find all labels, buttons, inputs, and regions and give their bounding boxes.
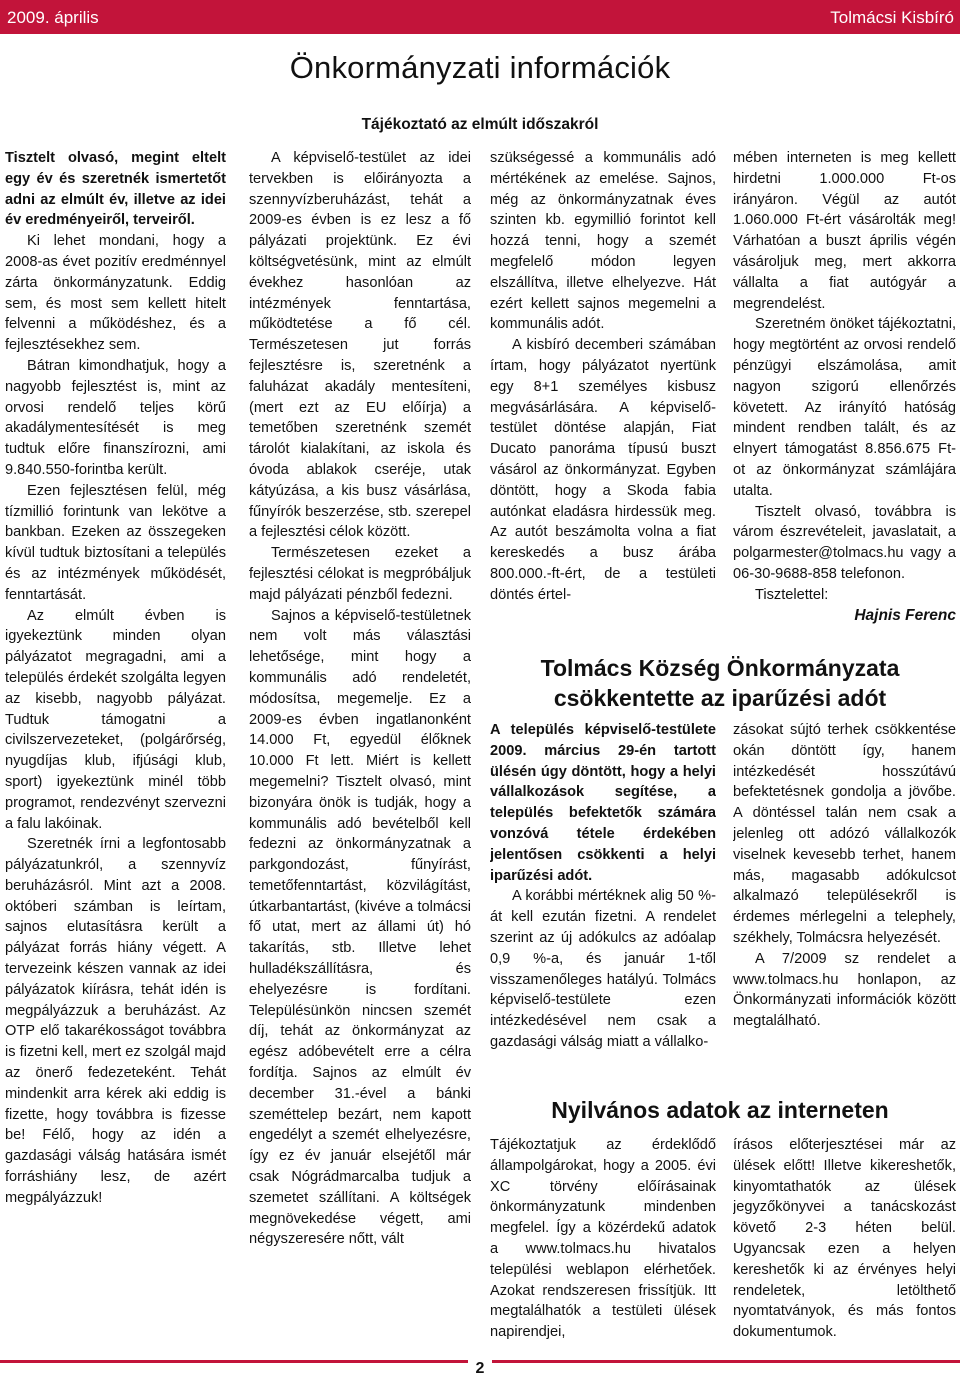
greeting: Tisztelettel:: [755, 586, 829, 603]
article3-title: Nyilvános adatok az interneten: [551, 1097, 889, 1123]
article1-column-4: [733, 148, 956, 638]
article1-column-3: [490, 148, 716, 638]
paragraph: Szeretném önöket tájékoztatni, hogy megtörtént az orvosi rendelő pénzügyi elszámolása, amit nagyon szigorú ellenőrzés követett. Az irányító hatóság mindent rendben talált, és az elnyert támogatást 8.856.675 Ft-ot az önkormányzat számlájára utalta.: [733, 316, 956, 499]
paragraph: Természetesen ezeket a fejlesztési célokat is megpróbáljuk majd pályázati pénzből fedezni.: [249, 545, 471, 603]
issue-date: 2009. április: [7, 8, 99, 27]
footer-rule-right: [492, 1360, 960, 1363]
article-subtitle: Tájékoztató az elmúlt időszakról: [361, 116, 599, 133]
paragraph: A képviselő-testület az idei tervekben is előirányozta a szennyvízberuházást, tehát a 2009-es évben is ez lesz a fő pályázati projektünk. Ez évi költségvetésünk, mint az elmúlt évekhez hasonlóan az intézmények fenntartása, működtetése a fő cél. Természetesen jut forrás fejlesztésre is, szeretnénk a faluházat akadály mentesíteni, (mert ezt az EU előírja) a temetőben szeretnénk szemét tárolót kialakítani, az iskola és óvoda ablakok cseréje, utak kátyúzása, a kis busz vásárlása, fűnyírók beszerzése, stb. szerepel a fejlesztési célok között.: [249, 150, 471, 541]
article2-column-1: [490, 720, 716, 1080]
paragraph: Sajnos a képviselő-testületnek nem volt más választási lehetősége, mint hogy a kommunális adó rendeletét, módosítsa, megemelje. Ez a 2009-es évben ingatlanonként 14.000 Ft, egyedül élőknek 10.000 Ft lett. Miért is kellett megemelni? Tisztelt olvasó, mint bizonyára önök is tudják, hogy a kommunális adó bevételből kell fedezni az önkormányzatnak a parkgondozást, fűnyírást, temetőfenntartást, közvilágítást, útkarbantartást, (kivéve a tolmácsi fő utat, mert az állami út) hó takarítás, stb. Illetve lehet hulladékszállításra, és ehelyezésre is fordítani. Településünkön nincsen szemét díj, tehát az önkormányzat az egész adóbevételt erre a célra fordítja. Sajnos az elmúlt év december 31.-ével a bánki szeméttelep bezárt, nem kapott engedélyt a szemét elhelyezésre, így ez év január elsejétől már csak Nógrádmarcalba tudjuk a szemetet szállítani. A költségek megnövekedése végett, ami négyszeresére nőtt, vált: [249, 607, 471, 1248]
page-title: Önkormányzati információk: [289, 50, 671, 85]
paragraph: Tisztelt olvasó, megint eltelt egy év és szeretnék ismertetőt adni az elmúlt év, illetve az idei év eredményeiről, terveiről.: [5, 150, 226, 229]
article3-column-1: [490, 1135, 716, 1355]
article2-column-2: [733, 720, 956, 1080]
paragraph: Szeretnék írni a legfontosabb pályázatunkról, a szennyvíz beruházásról. Mint azt a 2008. októberi számban is leírtam, sajnos elutasításra került a pályázat forrás hiány végett. A tervezeink készen vannak az idei pályázatok kiírásra, tehát idén is megpályázzuk a beruházást. Az OTP elő takarékosságot továbbra is fizetni kell, mert ez szolgál majd az önerő fedezeteként. Tehát mindenkit arra kérek aki eddig is fizette, hogy továbbra is fizesse be! Félő, hogy az idén a gazdasági válság hatására ismét forráshiány lesz, de azért megpályázzuk!: [5, 836, 226, 1206]
paragraph: Bátran kimondhatjuk, hogy a nagyobb fejlesztést is, mint az orvosi rendelő teljes körű akadálymentesítését is meg tudtuk előre finanszírozni, ami 9.840.550-forintba került.: [5, 357, 226, 478]
article1-column-1: [5, 148, 226, 1350]
paragraph: Az elmúlt évben is igyekeztünk minden olyan pályázatot megragadni, ami a település érdekét szolgálta legyen az kisebb, nagyobb pályázat. Tudtuk támogatni a civilszervezeteket, (polgárőrség, nyugdíjas klub, ifjúsági klub, sport) igyekeztünk minél több programot, rendezvényt szervezni a falu lakóinak.: [5, 607, 226, 832]
article2-title: Tolmács Község Önkormányzata csökkentette az iparűzési adót: [540, 655, 900, 711]
paragraph: mében interneten is meg kellett hirdetni 1.000.000 Ft-os irányáron. Végül az autót 1.060.000 Ft-ért vásárolták meg! Várhatóan a buszt április végén vásároljuk meg, mert akkorra vállalta a fiat autógyár a megrendelést.: [733, 150, 956, 312]
paragraph: A korábbi mértéknek alig 50 %-át kell ezután fizetni. A rendelet szerint az új adókulcs az adóalap 0,9 %-a, és január 1-től visszamenőleges hatályú. Tolmács képviselő-testülete ezen intézkedésével nem csak a gazdasági válság miatt a vállalko-: [490, 888, 716, 1050]
paragraph: A település képviselő-testülete 2009. március 29-én tartott ülésén úgy döntött, hogy a helyi vállalkozások segítése, a település befektetők számára vonzóvá tétele érdekében jelentősen csökkenti a helyi iparűzési adót.: [490, 722, 716, 884]
paragraph: Ezen fejlesztésen felül, még tízmillió forintunk van lekötve a bankban. Ezeken az összegeken kívül tudtuk biztosítani a település és az intézmények működését, fenntartását.: [5, 482, 226, 603]
signature: Hajnis Ferenc: [854, 606, 956, 624]
paragraph: zásokat sújtó terhek csökkentése okán döntött így, hanem intézkedését hosszútávú befektetésnek gondolja a jövőbe. A döntéssel talán nem csak a jelenleg ott adózó vállalkozók viselnek kevesebb terhet, hanem más, magasabb adókulcsot alkalmazó településekről is érdemes mérlegelni a telephely, székhely, Tolmácsra helyezését.: [733, 722, 956, 946]
paragraph: A kisbíró decemberi számában írtam, hogy pályázatot nyertünk egy 8+1 személyes kisbusz megvásárlására. A képviselő-testület döntése alapján, Fiat Ducato panoráma típusú buszt vásárol az önkormányzat. Egyben döntött, hogy a Skoda fabia autónkat eladásra hirdessük meg. Az autót beszámolta volna a fiat kereskedés a busz árába 800.000.-ft-ért, de a testületi döntés értel-: [490, 337, 716, 603]
article1-column-2: [249, 148, 471, 1350]
header-bar: [0, 0, 960, 34]
publication-name: Tolmácsi Kisbíró: [830, 8, 954, 27]
footer-rule-left: [0, 1360, 468, 1363]
paragraph: szükségessé a kommunális adó mértékének az emelése. Sajnos, még az önkormányzatnak éves szinten kb. egymillió forintot kell hozzá tenni, hogy a szemét megfelelő módon legyen elszállítva, illetve elhelyezve. Hát ezért kellett sajnos megemelni a kommunális adót.: [490, 150, 716, 333]
page-number: 2: [475, 1360, 485, 1377]
paragraph: írásos előterjesztései már az ülések előtt! Illetve kikereshetők, kinyomtathatók az ülések jegyzőkönyvei a tanácskozást követő 2-3 héten belül. Ugyancsak ezen a helyen kereshetők ki az érvényes helyi rendeletek, letölthető nyomtatványok, és más fontos dokumentumok.: [733, 1137, 956, 1341]
article3-column-2: [733, 1135, 956, 1355]
paragraph: Tájékoztatjuk az érdeklődő állampolgárokat, hogy a 2005. évi XC törvény előírásainak önkormányzatunk mindenben megfelel. Így a közérdekű adatok a www.tolmacs.hu hivatalos települési weblapon elérhetőek. Azokat rendszeresen frissítjük. Itt megtalálhatók a testületi ülések napirendjei,: [490, 1137, 716, 1341]
paragraph: A 7/2009 sz rendelet a www.tolmacs.hu honlapon, az Önkormányzati információk között megtalálható.: [733, 950, 956, 1030]
paragraph: Ki lehet mondani, hogy a 2008-as évet pozitív eredménnyel zárta önkormányzatunk. Eddig sem, és most sem kellett hitelt felvenni a működéshez, és a fejlesztésekhez sem.: [5, 233, 226, 354]
paragraph: Tisztelt olvasó, továbbra is várom észrevételeit, javaslatait, a polgarmester@tolmacs.hu vagy a 06-30-9688-858 telefonon.: [733, 503, 956, 582]
